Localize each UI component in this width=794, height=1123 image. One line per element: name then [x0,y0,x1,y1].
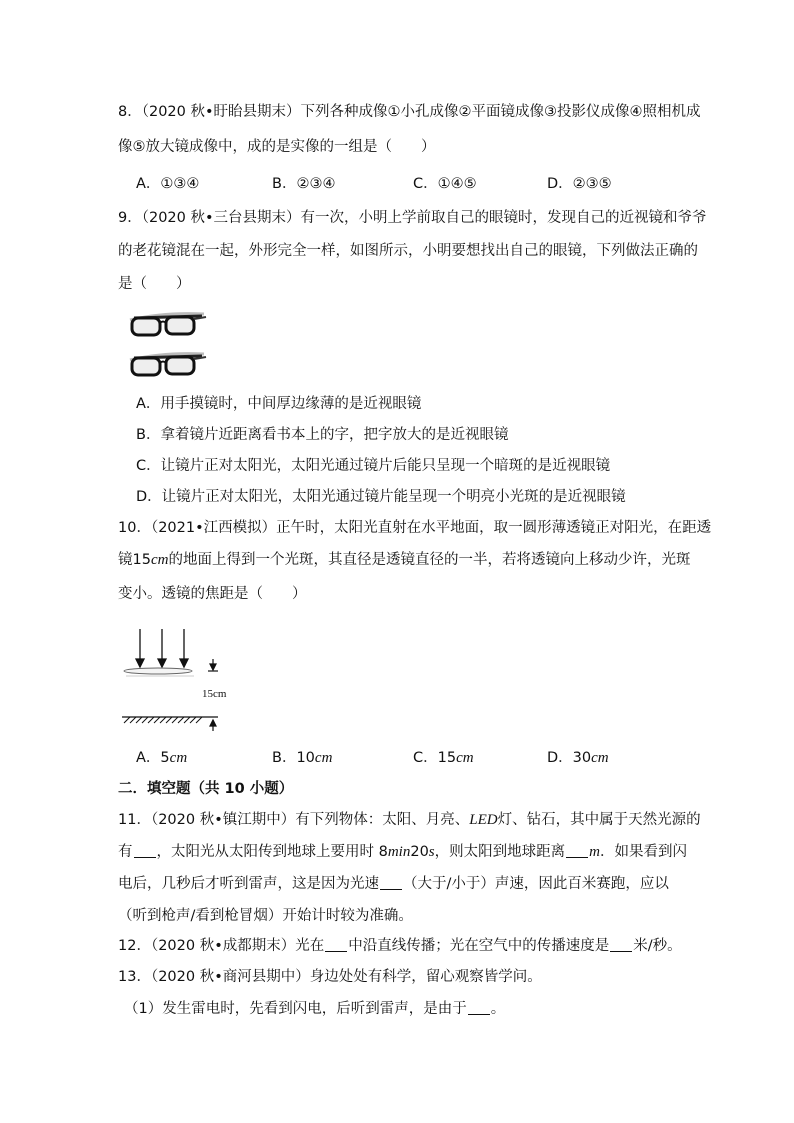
q9-stem-line-1: 9．（2020 秋•三台县期末）有一次，小明上学前取自己的眼镜时，发现自己的近视镜和爷爷 [118,210,707,226]
q12-stem [118,936,682,956]
section-heading: 二．填空题（共 10 小题） [118,781,294,797]
q13-stem: 13．（2020 秋•商河县期中）身边处处有科学，留心观察皆学问。 [118,969,542,985]
q9-stem-line-2: 的老花镜混在一起，外形完全一样，如图所示，小明要想找出自己的眼镜，下列做法正确的 [118,243,698,259]
q11-text: 20 [410,844,429,860]
lens-diagram [118,625,228,735]
q10-option-d [547,748,609,768]
q8-option-b: B．②③④ [272,176,336,192]
q12-text: 12．（2020 秋•成都期末）光在 [118,938,325,954]
q9-option-c: C．让镜片正对太阳光，太阳光通过镜片后能只呈现一个暗斑的是近视眼镜 [136,458,611,474]
q13-subquestion-1 [124,999,505,1019]
answer-blank[interactable] [610,937,632,952]
q11-text: ，则太阳到地球距离 [434,844,566,860]
eyeglasses-image [124,348,210,382]
q9-option-b: B．拿着镜片近距离看书本上的字，把字放大的是近视眼镜 [136,427,509,443]
q11-unit-min: min [387,844,411,860]
answer-blank[interactable] [325,937,347,952]
q8-option-c: C．①④⑤ [413,176,477,192]
q11-led: LED [469,812,498,828]
q10-stem-line-2 [118,550,690,570]
q11-unit-s: s [428,844,435,860]
answer-blank[interactable] [566,843,588,858]
q11-stem-line-4: （听到枪声/看到枪冒烟）开始计时较为准确。 [118,908,413,924]
q10-option-a-label: A．5 [136,750,170,766]
q13-text: （1）发生雷电时，先看到闪电，后听到雷声，是由于 [124,1001,467,1017]
q9-option-a: A．用手摸镜时，中间厚边缘薄的是近视眼镜 [136,396,422,412]
q9-option-d: D．让镜片正对太阳光，太阳光通过镜片能呈现一个明亮小光斑的是近视眼镜 [136,489,626,505]
q10-stem-line-3: 变小。透镜的焦距是（ ） [118,586,307,602]
q10-text: 的地面上得到一个光斑，其直径是透镜直径的一半，若将透镜向上移动少许，光斑 [168,552,691,568]
q11-text: （大于/小于）声速，因此百米赛跑，应以 [403,876,669,892]
q10-stem-line-1: 10．（2021•江西模拟）正午时，太阳光直射在水平地面，取一圆形薄透镜正对阳光，在距透 [118,520,712,536]
q11-text: 电后，几秒后才听到雷声，这是因为光速 [118,876,379,892]
q10-option-d-label: D．30 [547,750,592,766]
answer-blank[interactable] [380,875,402,890]
q11-text: ．如果看到闪 [599,844,687,860]
q10-option-c-unit: cm [456,750,474,766]
q10-option-a [136,748,187,768]
q11-stem-line-3 [118,874,669,894]
q11-text: 有 [118,844,133,860]
q11-unit-m: m [589,844,600,860]
q10-option-b-label: B．10 [272,750,315,766]
q10-option-b-unit: cm [314,750,333,766]
answer-blank[interactable] [468,1000,490,1015]
eyeglasses-image [124,308,210,342]
q13-text: 。 [490,1001,506,1017]
q11-text: ，太阳光从太阳传到地球上要用时 8 [156,844,388,860]
q11-text: 灯、钻石，其中属于天然光源的 [497,812,701,828]
q10-option-c [413,748,474,768]
q12-text: 中沿直线传播；光在空气中的传播速度是 [348,938,610,954]
q11-stem-line-1 [118,810,701,830]
q8-stem-line-1: 8．（2020 秋•盱眙县期末）下列各种成像①小孔成像②平面镜成像③投影仪成像④照相机成 [118,104,701,120]
q10-option-d-unit: cm [591,750,609,766]
answer-blank[interactable] [134,843,156,858]
q10-option-b [272,748,332,768]
q12-text: 米/秒。 [633,938,682,954]
q10-text: 镜 [118,552,133,568]
q9-stem-line-3: 是（ ） [118,276,191,292]
q8-stem-line-2: 像⑤放大镜成像中，成的是实像的一组是（ ） [118,139,436,155]
q11-text: 11．（2020 秋•镇江期中）有下列物体：太阳、月亮、 [118,812,470,828]
q10-option-c-label: C．15 [413,750,457,766]
figure-distance-label: 15cm [202,688,227,700]
q8-option-a: A．①③④ [136,176,200,192]
q11-stem-line-2 [118,842,687,862]
q10-option-a-unit: cm [169,750,188,766]
q8-option-d: D．②③⑤ [547,176,612,192]
q10-distance-value: 15 [132,552,151,568]
q10-distance-unit: cm [150,552,169,568]
